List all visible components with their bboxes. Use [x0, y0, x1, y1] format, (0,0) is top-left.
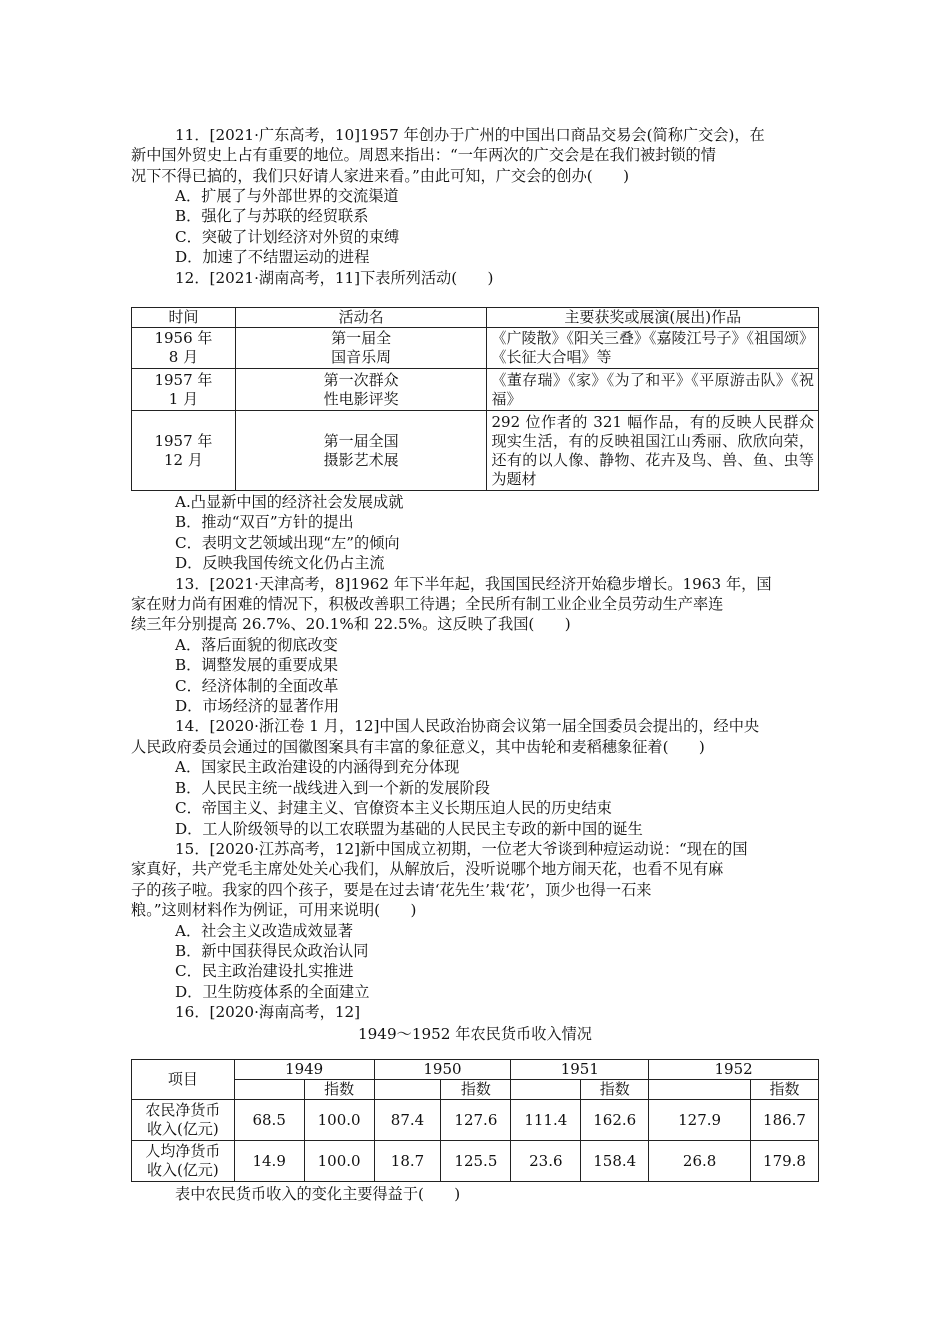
- row1-works: 《广陵散》《阳关三叠》《嘉陵江号子》《祖国颂》《长征大合唱》等: [487, 328, 819, 369]
- q11-stem-line-1: 11．[2021·广东高考，10]1957 年创办于广州的中国出口商品交易会(简称广交会)，在: [175, 126, 765, 144]
- row2-works: 《董存瑞》《家》《为了和平》《平原游击队》《祝福》: [487, 369, 819, 411]
- q12-option-a[interactable]: A.凸显新中国的经济社会发展成就: [175, 493, 404, 511]
- table-cell: 100.0: [304, 1100, 374, 1141]
- q11-option-b[interactable]: B．强化了与苏联的经贸联系: [175, 207, 369, 225]
- subheader-index: 指数: [581, 1080, 649, 1100]
- q11-option-c[interactable]: C．突破了计划经济对外贸的束缚: [175, 228, 400, 246]
- row3-works: 292 位作者的 321 幅作品，有的反映人民群众现实生活，有的反映祖国江山秀丽、欣欣向荣，还有的以人像、静物、花卉及鸟、兽、鱼、虫等为题材: [487, 411, 819, 491]
- q14-option-c[interactable]: C．帝国主义、封建主义、官僚资本主义长期压迫人民的历史结束: [175, 799, 612, 817]
- q13-stem-line-3: 续三年分别提高 26.7%、20.1%和 22.5%。这反映了我国( ): [131, 615, 571, 633]
- q14-stem-line-2: 人民政府委员会通过的国徽图案具有丰富的象征意义，其中齿轮和麦稻穗象征着( ): [131, 738, 705, 756]
- q15-stem-line-4: 粮。”这则材料作为例证，可用来说明( ): [131, 901, 417, 919]
- q14-option-b[interactable]: B．人民民主统一战线进入到一个新的发展阶段: [175, 779, 490, 797]
- q13-option-b[interactable]: B．调整发展的重要成果: [175, 656, 339, 674]
- table-cell: 26.8: [649, 1141, 751, 1182]
- q15-option-b[interactable]: B．新中国获得民众政治认同: [175, 942, 369, 960]
- q12-stem: 12．[2021·湖南高考，11]下表所列活动( ): [175, 269, 494, 287]
- table-cell: 179.8: [751, 1141, 819, 1182]
- q15-option-a[interactable]: A．社会主义改造成效显著: [175, 922, 354, 940]
- table-cell: 127.6: [441, 1100, 511, 1141]
- table-cell: 23.6: [511, 1141, 581, 1182]
- q13-option-c[interactable]: C．经济体制的全面改革: [175, 677, 339, 695]
- row-label-per-capita-income: 人均净货币 收入(亿元): [132, 1141, 235, 1182]
- table-cell: 14.9: [234, 1141, 304, 1182]
- q16-table-title: 1949～1952 年农民货币收入情况: [357, 1025, 592, 1043]
- q15-option-c[interactable]: C．民主政治建设扎实推进: [175, 962, 354, 980]
- q15-stem-line-1: 15．[2020·江苏高考，12]新中国成立初期，一位老大爷谈到种痘运动说：“现在的国: [175, 840, 748, 858]
- q11-stem-line-3: 况下不得已搞的，我们只好请人家进来看。”由此可知，广交会的创办( ): [131, 167, 630, 185]
- table-cell: 87.4: [374, 1100, 441, 1141]
- header-year-1951: 1951: [511, 1060, 649, 1080]
- q16-income-table: [131, 1059, 819, 1182]
- q15-stem-line-3: 子的孩子啦。我家的四个孩子，要是在过去请‘花先生’栽‘花’，顶少也得一石来: [131, 881, 652, 899]
- subheader-index: 指数: [304, 1080, 374, 1100]
- q16-stem: 16．[2020·海南高考，12]: [175, 1003, 361, 1021]
- q14-option-a[interactable]: A．国家民主政治建设的内涵得到充分体现: [175, 758, 460, 776]
- q11-option-d[interactable]: D．加速了不结盟运动的进程: [175, 248, 370, 266]
- table-cell: 127.9: [649, 1100, 751, 1141]
- q13-stem-line-2: 家在财力尚有困难的情况下，积极改善职工待遇；全民所有制工业企业全员劳动生产率连: [131, 595, 724, 613]
- q12-option-d[interactable]: D．反映我国传统文化仍占主流: [175, 554, 385, 572]
- row2-time: 1957 年 1 月: [132, 369, 236, 411]
- q11-option-a[interactable]: A．扩展了与外部世界的交流渠道: [175, 187, 399, 205]
- header-activity: 活动名: [235, 308, 487, 328]
- q13-stem-line-1: 13．[2021·天津高考，8]1962 年下半年起，我国国民经济开始稳步增长。1963 年，国: [175, 575, 772, 593]
- subheader-blank: [234, 1080, 304, 1100]
- row-label-farmer-income: 农民净货币 收入(亿元): [132, 1100, 235, 1141]
- table-cell: 186.7: [751, 1100, 819, 1141]
- row3-activity: 第一届全国 摄影艺术展: [235, 411, 487, 491]
- row3-time: 1957 年 12 月: [132, 411, 236, 491]
- row1-activity: 第一届全 国音乐周: [235, 328, 487, 369]
- table-cell: 111.4: [511, 1100, 581, 1141]
- q15-stem-line-2: 家真好，共产党毛主席处处关心我们，从解放后，没听说哪个地方闹天花，也看不见有麻: [131, 860, 724, 878]
- header-item: 项目: [132, 1060, 235, 1100]
- header-year-1949: 1949: [234, 1060, 374, 1080]
- header-time: 时间: [132, 308, 236, 328]
- row1-time: 1956 年 8 月: [132, 328, 236, 369]
- q13-option-d[interactable]: D．市场经济的显著作用: [175, 697, 340, 715]
- row2-activity: 第一次群众 性电影评奖: [235, 369, 487, 411]
- table-cell: 100.0: [304, 1141, 374, 1182]
- q13-option-a[interactable]: A．落后面貌的彻底改变: [175, 636, 338, 654]
- subheader-blank: [649, 1080, 751, 1100]
- subheader-blank: [374, 1080, 441, 1100]
- table-cell: 68.5: [234, 1100, 304, 1141]
- table-cell: 18.7: [374, 1141, 441, 1182]
- header-year-1952: 1952: [649, 1060, 819, 1080]
- q11-stem-line-2: 新中国外贸史上占有重要的地位。周恩来指出：“一年两次的广交会是在我们被封锁的情: [131, 146, 716, 164]
- q14-stem-line-1: 14．[2020·浙江卷 1 月，12]中国人民政治协商会议第一届全国委员会提出的，经中央: [175, 717, 760, 735]
- q15-option-d[interactable]: D．卫生防疫体系的全面建立: [175, 983, 370, 1001]
- table-cell: 125.5: [441, 1141, 511, 1182]
- q14-option-d[interactable]: D．工人阶级领导的以工农联盟为基础的人民民主专政的新中国的诞生: [175, 820, 643, 838]
- subheader-index: 指数: [441, 1080, 511, 1100]
- header-works: 主要获奖或展演(展出)作品: [487, 308, 819, 328]
- subheader-blank: [511, 1080, 581, 1100]
- q12-option-c[interactable]: C．表明文艺领域出现“左”的倾向: [175, 534, 400, 552]
- table-cell: 158.4: [581, 1141, 649, 1182]
- table-cell: 162.6: [581, 1100, 649, 1141]
- header-year-1950: 1950: [374, 1060, 511, 1080]
- subheader-index: 指数: [751, 1080, 819, 1100]
- q12-activity-table: [131, 307, 819, 491]
- q16-question: 表中农民货币收入的变化主要得益于( ): [175, 1185, 461, 1203]
- q12-option-b[interactable]: B．推动“双百”方针的提出: [175, 513, 354, 531]
